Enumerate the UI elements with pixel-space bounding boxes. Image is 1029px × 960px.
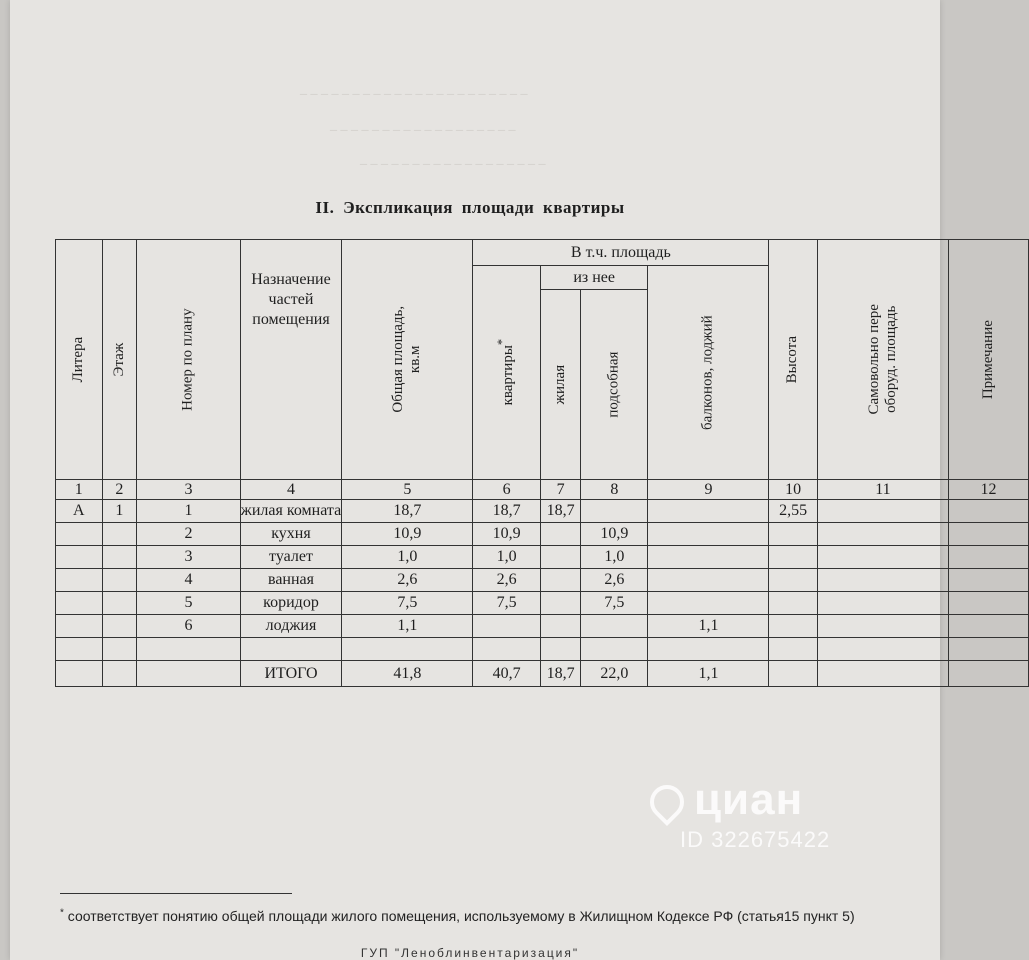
col-num: 3 <box>137 480 240 500</box>
col-num: 8 <box>581 480 648 500</box>
table-cell <box>769 592 817 615</box>
table-cell <box>240 638 342 661</box>
header-zhilaya: жилая <box>540 290 580 480</box>
table-cell: коридор <box>240 592 342 615</box>
explication-table-wrap <box>55 239 1029 687</box>
table-cell: 3 <box>137 546 240 569</box>
header-etazh: Этаж <box>102 240 137 480</box>
header-naznachenie: Назначение частей помещения <box>240 240 342 480</box>
cian-watermark <box>650 775 830 853</box>
watermark-brand: циан <box>694 775 804 824</box>
col-num: 2 <box>102 480 137 500</box>
col-num: 7 <box>540 480 580 500</box>
table-cell <box>948 661 1028 687</box>
footnote-mark: * <box>60 907 64 919</box>
col-num: 6 <box>473 480 541 500</box>
table-cell: 40,7 <box>473 661 541 687</box>
table-cell <box>102 661 137 687</box>
table-cell <box>817 638 948 661</box>
header-iz-nee: из нее <box>540 266 648 290</box>
table-cell <box>56 661 103 687</box>
col-num: 1 <box>56 480 103 500</box>
table-cell <box>817 569 948 592</box>
table-row <box>56 638 1029 661</box>
table-cell: 1,1 <box>648 615 769 638</box>
table-cell: 2,6 <box>581 569 648 592</box>
col-num: 5 <box>342 480 473 500</box>
table-cell: 2,6 <box>473 569 541 592</box>
table-cell <box>102 615 137 638</box>
table-cell: жилая комната <box>240 500 342 523</box>
table-cell: 6 <box>137 615 240 638</box>
table-cell <box>102 569 137 592</box>
table-cell <box>102 523 137 546</box>
total-row <box>56 661 1029 687</box>
organization-name: ГУП "Леноблинвентаризация" <box>360 946 580 960</box>
header-balkony: балконов, лоджий <box>648 266 769 480</box>
header-samovolno: Самовольно пере оборуд. площадь <box>817 240 948 480</box>
table-cell <box>540 592 580 615</box>
table-row <box>56 500 1029 523</box>
table-cell: 18,7 <box>342 500 473 523</box>
col-num: 12 <box>948 480 1028 500</box>
table-cell <box>56 592 103 615</box>
table-cell <box>137 661 240 687</box>
header-vtch: В т.ч. площадь <box>473 240 769 266</box>
document-title: II. Экспликация площади квартиры <box>315 198 625 217</box>
table-cell <box>817 661 948 687</box>
table-cell <box>648 546 769 569</box>
table-cell <box>948 546 1028 569</box>
document-page: _ _ _ _ _ _ _ _ _ _ _ _ _ _ _ _ _ _ _ _ _ _ _ _ _ _ _ _ _ _ _ _ _ _ _ _ _ _ _ _ _ _ _ _ _ _ _ _ _ _ _ _ _ _ _ _ _ _ <box>10 0 940 960</box>
table-cell: 2,6 <box>342 569 473 592</box>
table-cell: кухня <box>240 523 342 546</box>
footnote <box>60 906 930 926</box>
table-cell <box>948 523 1028 546</box>
col-num: 11 <box>817 480 948 500</box>
table-cell <box>948 569 1028 592</box>
table-cell <box>540 615 580 638</box>
table-cell <box>56 615 103 638</box>
table-cell: 10,9 <box>342 523 473 546</box>
table-cell: 1,1 <box>648 661 769 687</box>
table-cell: 1,1 <box>342 615 473 638</box>
table-cell: 7,5 <box>581 592 648 615</box>
table-cell: 7,5 <box>473 592 541 615</box>
table-cell: 22,0 <box>581 661 648 687</box>
table-cell <box>473 638 541 661</box>
table-cell <box>473 615 541 638</box>
table-cell <box>102 592 137 615</box>
table-cell: 18,7 <box>540 661 580 687</box>
footnote-marker: * <box>495 339 510 346</box>
table-cell: А <box>56 500 103 523</box>
table-cell <box>56 638 103 661</box>
header-primechanie: Примечание <box>948 240 1028 480</box>
col-num: 4 <box>240 480 342 500</box>
table-cell <box>948 592 1028 615</box>
table-cell: ИТОГО <box>240 661 342 687</box>
table-cell <box>769 523 817 546</box>
table-cell: 1,0 <box>581 546 648 569</box>
table-cell <box>540 546 580 569</box>
table-cell <box>648 523 769 546</box>
table-cell <box>817 523 948 546</box>
table-cell <box>581 500 648 523</box>
table-cell <box>581 638 648 661</box>
table-row <box>56 592 1029 615</box>
table-cell <box>137 638 240 661</box>
header-kvartiry: квартиры* <box>473 266 541 480</box>
table-cell <box>540 523 580 546</box>
header-podsobnaya: подсобная <box>581 290 648 480</box>
table-cell: 7,5 <box>342 592 473 615</box>
table-cell <box>948 615 1028 638</box>
table-cell <box>769 661 817 687</box>
table-cell <box>102 546 137 569</box>
explication-table <box>55 239 1029 687</box>
table-cell <box>648 638 769 661</box>
data-rows <box>56 500 1029 687</box>
col-num: 10 <box>769 480 817 500</box>
table-cell <box>56 523 103 546</box>
table-cell: 10,9 <box>473 523 541 546</box>
table-cell <box>581 615 648 638</box>
location-pin-icon <box>643 778 691 826</box>
table-cell <box>769 615 817 638</box>
footnote-text: соответствует понятию общей площади жилого помещения, используемому в Жилищном Кодексе РФ (статья15 пункт 5) <box>67 908 855 924</box>
table-cell <box>817 615 948 638</box>
footnote-divider <box>60 893 292 894</box>
table-cell: 5 <box>137 592 240 615</box>
table-cell <box>769 546 817 569</box>
table-cell <box>817 592 948 615</box>
table-cell <box>948 638 1028 661</box>
header-nomer: Номер по плану <box>137 240 240 480</box>
table-cell <box>102 638 137 661</box>
table-cell <box>948 500 1028 523</box>
table-row <box>56 569 1029 592</box>
column-number-row <box>56 480 1029 500</box>
table-cell: 1,0 <box>342 546 473 569</box>
table-cell: 4 <box>137 569 240 592</box>
table-cell: 1 <box>102 500 137 523</box>
table-cell: 18,7 <box>540 500 580 523</box>
table-row <box>56 615 1029 638</box>
table-cell <box>56 546 103 569</box>
table-cell: 41,8 <box>342 661 473 687</box>
table-cell <box>817 500 948 523</box>
table-cell: туалет <box>240 546 342 569</box>
table-cell <box>540 569 580 592</box>
table-cell <box>769 638 817 661</box>
table-cell: лоджия <box>240 615 342 638</box>
header-obshaya: Общая площадь, кв.м <box>342 240 473 480</box>
table-cell: 1 <box>137 500 240 523</box>
table-cell <box>342 638 473 661</box>
table-cell: 18,7 <box>473 500 541 523</box>
table-cell: 2,55 <box>769 500 817 523</box>
table-cell: 10,9 <box>581 523 648 546</box>
header-vysota: Высота <box>769 240 817 480</box>
table-cell <box>540 638 580 661</box>
col-num: 9 <box>648 480 769 500</box>
table-cell <box>56 569 103 592</box>
table-cell <box>648 500 769 523</box>
watermark-id: ID 322675422 <box>680 827 831 852</box>
table-cell <box>648 592 769 615</box>
table-cell <box>648 569 769 592</box>
table-cell <box>817 546 948 569</box>
table-row <box>56 523 1029 546</box>
table-cell <box>769 569 817 592</box>
table-cell: 1,0 <box>473 546 541 569</box>
table-cell: 2 <box>137 523 240 546</box>
table-cell: ванная <box>240 569 342 592</box>
header-litera: Литера <box>56 240 103 480</box>
table-row <box>56 546 1029 569</box>
